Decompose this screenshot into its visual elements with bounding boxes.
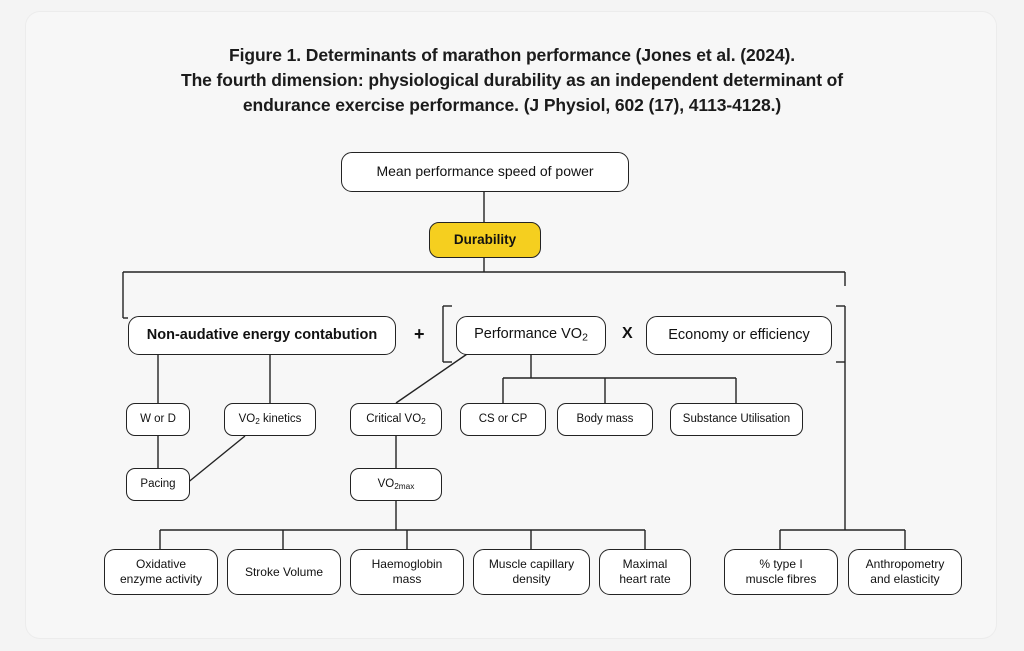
node-maximal-heart-rate[interactable]	[599, 549, 691, 595]
node-mean-performance[interactable]	[341, 152, 629, 192]
node-cs-or-cp-label: CS or CP	[478, 413, 528, 426]
node-performance-vo2-label: Performance $VO_2$	[474, 326, 588, 344]
node-anthropometry-elasticity[interactable]	[848, 549, 962, 595]
node-muscle-capillary-density-label: Muscle capillary density	[488, 557, 575, 586]
node-economy-efficiency-label: Economy or efficiency	[668, 326, 810, 343]
node-non-oxidative-energy[interactable]	[128, 316, 396, 355]
node-body-mass-label: Body mass	[576, 413, 634, 426]
node-anthropometry-elasticity-label: Anthropometry and elasticity	[865, 557, 945, 586]
node-stroke-volume-label: Stroke Volume	[244, 564, 324, 579]
node-substance-utilisation[interactable]	[670, 403, 803, 436]
node-vo2-kinetics[interactable]	[224, 403, 316, 436]
node-critical-vo2-label: Critical $VO_2$	[366, 413, 426, 426]
node-pacing[interactable]	[126, 468, 190, 501]
node-w-or-d[interactable]	[126, 403, 190, 436]
node-w-or-d-label: W or D	[140, 413, 176, 426]
figure-title-line-2: The fourth dimension: physiological durability as an independent determinant of	[180, 69, 843, 90]
node-performance-vo2[interactable]	[456, 316, 606, 355]
node-type-i-muscle-fibres-label: % type I muscle fibres	[745, 557, 817, 586]
operator-times: X	[622, 325, 633, 342]
node-non-oxidative-energy-label: Non-audative energy contabution	[146, 326, 378, 343]
figure-title-line-1: Figure 1. Determinants of marathon performance (Jones et al. (2024).	[229, 45, 795, 65]
node-durability[interactable]	[429, 222, 541, 258]
node-economy-efficiency[interactable]	[646, 316, 832, 355]
node-haemoglobin-mass[interactable]	[350, 549, 464, 595]
figure-title-line-3: endurance exercise performance. (J Physiol, 602 (17), 4113-4128.)	[242, 94, 782, 115]
node-type-i-muscle-fibres[interactable]	[724, 549, 838, 595]
node-substance-utilisation-label: Substance Utilisation	[682, 413, 791, 426]
node-body-mass[interactable]	[557, 403, 653, 436]
node-oxidative-enzyme-activity[interactable]	[104, 549, 218, 595]
figure-title	[80, 43, 944, 118]
node-haemoglobin-mass-label: Haemoglobin mass	[371, 557, 443, 586]
node-pacing-label: Pacing	[140, 478, 176, 491]
node-durability-label: Durability	[453, 231, 517, 247]
node-vo2-kinetics-label: $VO_2$ kinetics	[238, 413, 302, 426]
node-oxidative-enzyme-activity-label: Oxidative enzyme activity	[119, 557, 203, 586]
node-stroke-volume[interactable]	[227, 549, 341, 595]
operator-plus: +	[414, 324, 425, 344]
node-mean-performance-label: Mean performance speed of power	[376, 163, 594, 180]
node-vo2max-label: $VO_{2max}$	[377, 478, 415, 491]
node-critical-vo2[interactable]	[350, 403, 442, 436]
node-vo2max[interactable]	[350, 468, 442, 501]
node-muscle-capillary-density[interactable]	[473, 549, 590, 595]
node-cs-or-cp[interactable]	[460, 403, 546, 436]
node-maximal-heart-rate-label: Maximal heart rate	[619, 557, 671, 586]
